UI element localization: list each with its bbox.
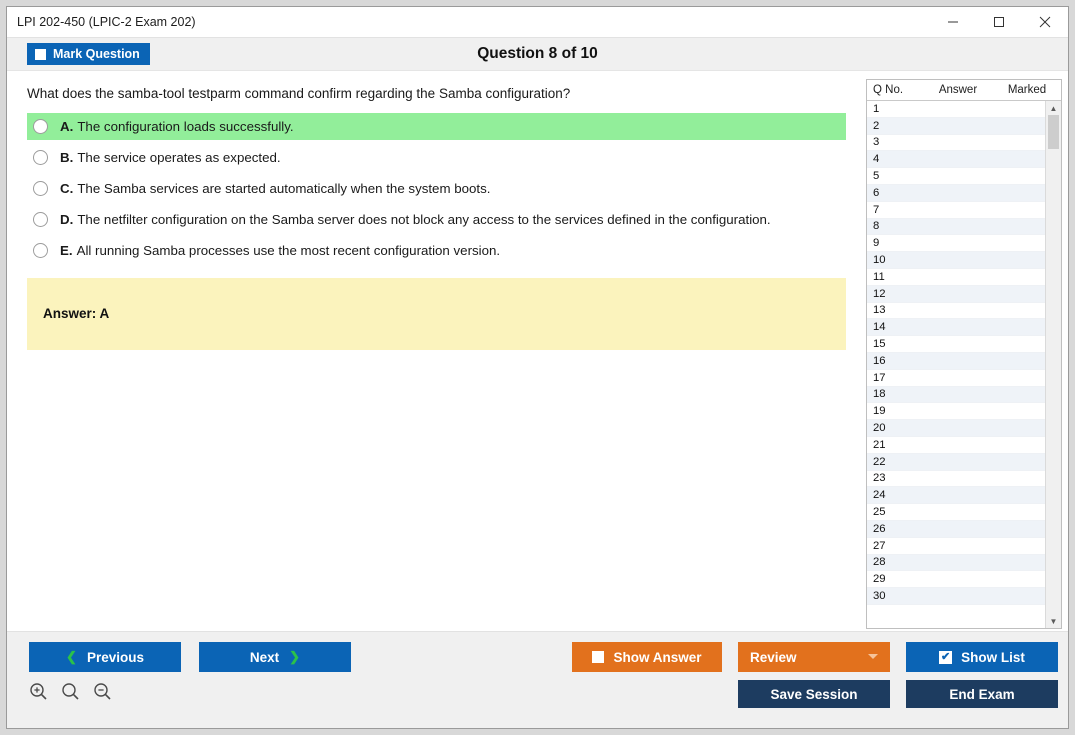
question-number: 3: [873, 136, 880, 149]
question-list-row[interactable]: [867, 588, 1045, 605]
exam-header: [7, 38, 1068, 71]
question-number: 26: [873, 522, 886, 535]
minimize-icon[interactable]: [930, 8, 976, 37]
zoom-in-icon[interactable]: [27, 680, 49, 702]
option-letter: D.: [60, 211, 74, 227]
show-list-checkbox-icon: ✔: [941, 650, 951, 663]
question-number: 28: [873, 556, 886, 569]
question-number: 29: [873, 573, 886, 586]
question-list-header: [867, 80, 1061, 101]
question-list-row[interactable]: [867, 353, 1045, 370]
title-bar: [7, 7, 1068, 38]
option-d[interactable]: [27, 206, 846, 233]
mark-question-label: Mark Question: [53, 47, 140, 61]
question-list-row[interactable]: [867, 504, 1045, 521]
chevron-down-icon: [868, 654, 878, 659]
chevron-right-icon: ❯: [289, 649, 301, 664]
question-list-row[interactable]: [867, 252, 1045, 269]
close-icon[interactable]: [1022, 8, 1068, 37]
zoom-out-icon[interactable]: [91, 680, 113, 702]
question-list-row[interactable]: [867, 538, 1045, 555]
question-number: 24: [873, 489, 886, 502]
question-number: 8: [873, 220, 880, 233]
option-text: The service operates as expected.: [77, 149, 281, 165]
question-text: What does the samba-tool testparm command confirm regarding the Samba configuration?: [27, 86, 571, 101]
question-number: 11: [873, 270, 885, 283]
option-letter: E.: [60, 242, 73, 258]
radio-icon[interactable]: [33, 181, 48, 196]
maximize-icon[interactable]: [976, 8, 1022, 37]
window-title: LPI 202-450 (LPIC-2 Exam 202): [17, 15, 196, 29]
save-session-button[interactable]: [738, 680, 890, 708]
scroll-up-icon[interactable]: ▲: [1049, 103, 1058, 113]
question-list-row[interactable]: [867, 303, 1045, 320]
question-list-row[interactable]: [867, 185, 1045, 202]
radio-icon[interactable]: [33, 212, 48, 227]
question-list-row[interactable]: [867, 420, 1045, 437]
option-c[interactable]: [27, 175, 846, 202]
question-number: 25: [873, 506, 886, 519]
question-list-row[interactable]: [867, 370, 1045, 387]
radio-icon[interactable]: [33, 243, 48, 258]
question-list-row[interactable]: [867, 454, 1045, 471]
radio-icon[interactable]: [33, 150, 48, 165]
question-list-row[interactable]: [867, 403, 1045, 420]
question-number: 23: [873, 472, 886, 485]
option-b[interactable]: [27, 144, 846, 171]
question-list-row[interactable]: [867, 319, 1045, 336]
option-a[interactable]: [27, 113, 846, 140]
question-number: 22: [873, 455, 886, 468]
question-list-row[interactable]: [867, 202, 1045, 219]
question-list-row[interactable]: [867, 336, 1045, 353]
zoom-reset-icon[interactable]: [59, 680, 81, 702]
show-answer-checkbox-icon: [592, 651, 604, 663]
question-list-row[interactable]: [867, 521, 1045, 538]
exam-body: [7, 38, 1068, 728]
question-number: 16: [873, 354, 886, 367]
mark-question-button[interactable]: [27, 43, 150, 65]
option-letter: A.: [60, 118, 74, 134]
question-list-body: [867, 101, 1061, 628]
review-label: Review: [750, 649, 797, 665]
question-list-row[interactable]: [867, 151, 1045, 168]
next-button[interactable]: [199, 642, 351, 672]
scrollbar-thumb[interactable]: [1048, 115, 1059, 149]
question-list-panel: [866, 79, 1062, 629]
save-session-label: Save Session: [770, 686, 858, 702]
question-list-row[interactable]: [867, 219, 1045, 236]
question-list-row[interactable]: [867, 286, 1045, 303]
exam-window: [6, 6, 1069, 729]
content-row: [7, 71, 1068, 631]
footer-toolbar: [7, 631, 1068, 718]
question-list-row[interactable]: [867, 168, 1045, 185]
question-pane: [7, 71, 866, 631]
scroll-down-icon[interactable]: ▼: [1049, 616, 1058, 626]
column-header-qno: Q No.: [873, 84, 904, 96]
question-list-scrollbar[interactable]: [1045, 101, 1061, 628]
previous-label: Previous: [86, 649, 144, 665]
question-list-row[interactable]: [867, 269, 1045, 286]
status-bar: [7, 718, 1068, 728]
review-dropdown-button[interactable]: [738, 642, 890, 672]
question-number: 21: [873, 438, 886, 451]
column-header-answer: Answer: [938, 84, 978, 96]
question-number: 14: [873, 321, 886, 334]
question-list-row[interactable]: [867, 571, 1045, 588]
question-number: 18: [873, 388, 886, 401]
chevron-left-icon: ❮: [66, 649, 77, 664]
question-number: 6: [873, 186, 880, 199]
option-text: All running Samba processes use the most recent configuration version.: [76, 242, 501, 258]
next-label: Next: [249, 649, 280, 665]
question-list-row[interactable]: [867, 387, 1045, 404]
previous-button[interactable]: [29, 642, 181, 672]
question-number: 17: [873, 371, 886, 384]
question-number: 2: [873, 119, 880, 132]
show-answer-button[interactable]: [572, 642, 722, 672]
question-number: 20: [873, 422, 886, 435]
show-list-button[interactable]: [906, 642, 1058, 672]
show-answer-label: Show Answer: [613, 649, 702, 665]
option-text: The configuration loads successfully.: [77, 118, 294, 134]
question-number: 9: [873, 237, 880, 250]
radio-icon[interactable]: [33, 119, 48, 134]
question-list-row[interactable]: [867, 437, 1045, 454]
zoom-controls: [27, 680, 113, 702]
question-counter: Question 8 of 10: [477, 45, 598, 62]
show-list-label: Show List: [961, 649, 1025, 665]
question-number: 10: [873, 254, 886, 267]
option-letter: B.: [60, 149, 74, 165]
question-list-row[interactable]: [867, 235, 1045, 252]
question-number: 13: [873, 304, 886, 317]
question-list-rows[interactable]: [867, 101, 1045, 628]
question-number: 4: [873, 153, 880, 166]
option-letter: C.: [60, 180, 74, 196]
question-number: 30: [873, 590, 886, 602]
end-exam-button[interactable]: [906, 680, 1058, 708]
question-list-row[interactable]: [867, 118, 1045, 135]
question-number: 1: [873, 102, 880, 115]
question-number: 12: [873, 287, 886, 300]
option-e[interactable]: [27, 237, 846, 264]
question-number: 15: [873, 338, 886, 351]
options-list: [7, 113, 866, 264]
question-number: 27: [873, 539, 886, 552]
end-exam-label: End Exam: [949, 686, 1015, 702]
question-list-row[interactable]: [867, 471, 1045, 488]
answer-box: Answer: A: [27, 278, 846, 350]
option-text: The Samba services are started automatically when the system boots.: [77, 180, 491, 196]
mark-question-checkbox-icon: [35, 49, 46, 60]
option-text: The netfilter configuration on the Samba server does not block any access to the services defined in the configuration.: [77, 211, 771, 227]
question-list-row[interactable]: [867, 135, 1045, 152]
question-number: 7: [873, 203, 880, 216]
question-list-row[interactable]: [867, 555, 1045, 572]
question-list-row[interactable]: [867, 487, 1045, 504]
question-number: 19: [873, 405, 886, 418]
question-number: 5: [873, 170, 880, 183]
column-header-marked: Marked: [1007, 84, 1047, 96]
question-list-row[interactable]: [867, 101, 1045, 118]
